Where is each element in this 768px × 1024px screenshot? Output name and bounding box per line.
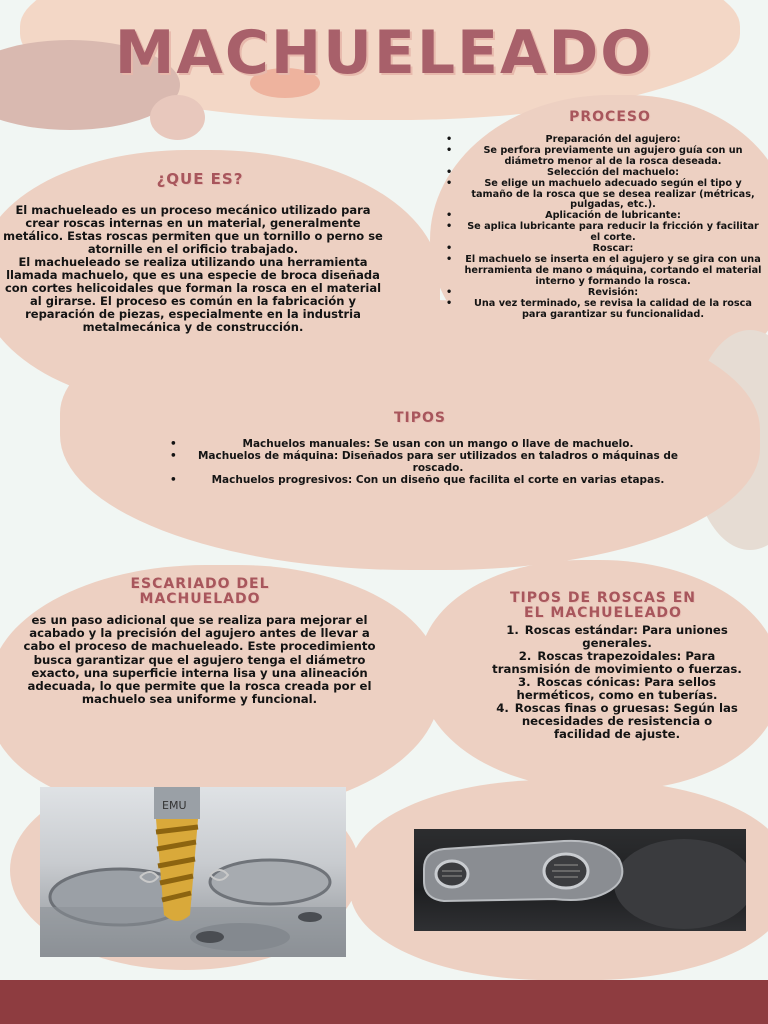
tap-drill-illustration [40,787,346,957]
footer-bar [0,980,768,1024]
roscas-item-text: Roscas finas o gruesas: Según las necesidades de resistencia o facilidad de ajuste. [514,701,738,741]
tipos-roscas-list [492,624,742,741]
proceso-item: • Se aplica lubricante para reducir la fricción y facilitar el corte. [446,222,764,244]
proceso-item: • Roscar: [446,244,764,255]
tipos-item: • Machuelos progresivos: Con un diseño que facilita el corte en varias etapas. [170,474,690,486]
roscas-item-number: 3. [518,675,531,689]
proceso-list [446,135,764,320]
que-es-text [2,204,384,334]
tap-drill-photo [40,787,346,957]
roscas-item [492,650,742,676]
proceso-item: • Preparación del agujero: [446,135,764,146]
que-es-heading: ¿QUE ES? [156,170,244,188]
tipos-item: • Machuelos manuales: Se usan con un mango o llave de machuelo. [170,438,690,450]
proceso-item: • Aplicación de lubricante: [446,211,764,222]
escariado-heading-line1: ESCARIADO DEL [130,576,270,592]
threaded-bracket-photo [414,829,746,931]
roscas-item-text: Roscas estándar: Para uniones generales. [524,623,728,650]
tipos-roscas-heading [478,591,728,621]
proceso-item: • El machuelo se inserta en el agujero y se gira con una herramienta de mano o máquina, cortando el material interno y formando la rosca. [446,255,764,288]
proceso-item: • Revisión: [446,288,764,299]
roscas-item-number: 4. [496,701,509,715]
roscas-item-text: Roscas cónicas: Para sellos herméticos, como en tuberías. [516,675,718,702]
tipos-roscas-heading-line2: EL MACHUELEADO [524,605,682,621]
proceso-heading: PROCESO [569,109,651,125]
tipos-heading: TIPOS [393,410,446,426]
roscas-item-number: 1. [506,623,519,637]
roscas-item [492,624,742,650]
proceso-item: • Una vez terminado, se revisa la calidad de la rosca para garantizar su funcionalidad. [446,299,764,321]
tipos-blob [60,300,760,570]
top-small-blob [150,95,205,140]
escariado-heading-line2: MACHUELADO [139,591,261,607]
svg-text:EMU: EMU [162,799,187,812]
page-title: MACHUELEADO [114,18,654,88]
proceso-item: • Selección del machuelo: [446,168,764,179]
roscas-item-text: Roscas trapezoidales: Para transmisión de movimiento o fuerzas. [492,649,742,676]
roscas-item [492,676,742,702]
threaded-bracket-illustration [414,829,746,931]
tipos-list [170,438,690,486]
proceso-item: • Se elige un machuelo adecuado según el tipo y tamaño de la rosca que se desea realizar (métricas, pulgadas, etc.). [446,179,764,212]
tipos-item: • Machuelos de máquina: Diseñados para ser utilizados en taladros o máquinas de roscado. [170,450,690,474]
tipos-roscas-heading-line1: TIPOS DE ROSCAS EN [509,590,697,606]
proceso-item: • Se perfora previamente un agujero guía con un diámetro menor al de la rosca deseada. [446,146,764,168]
que-es-paragraph-1: El machueleado es un proceso mecánico utilizado para crear roscas internas en un material, generalmente metálico. Estas roscas permiten que un tornillo o perno se atornille en el orificio trabajado. [3,203,383,256]
escariado-heading [70,577,330,607]
roscas-item [492,702,742,741]
escariado-text: es un paso adicional que se realiza para mejorar el acabado y la precisión del agujero antes de llevar a cabo el proceso de machueleado. Este procedimiento busca garantizar que el agujero tenga el diámetro exacto, una superficie interna lisa y una alineación adecuada, lo que permite que la rosca creada por el machuelo sea uniforme y funcional. [23,613,376,707]
roscas-item-number: 2. [518,649,532,663]
que-es-paragraph-2: El machueleado se realiza utilizando una herramienta llamada machuelo, que es una especie de broca diseñada con cortes helicoidales que forman la rosca en el material al girarse. El proceso es común en la fabricación y reparación de piezas, especialmente en la industria metalmecánica y de construcción. [4,255,382,334]
